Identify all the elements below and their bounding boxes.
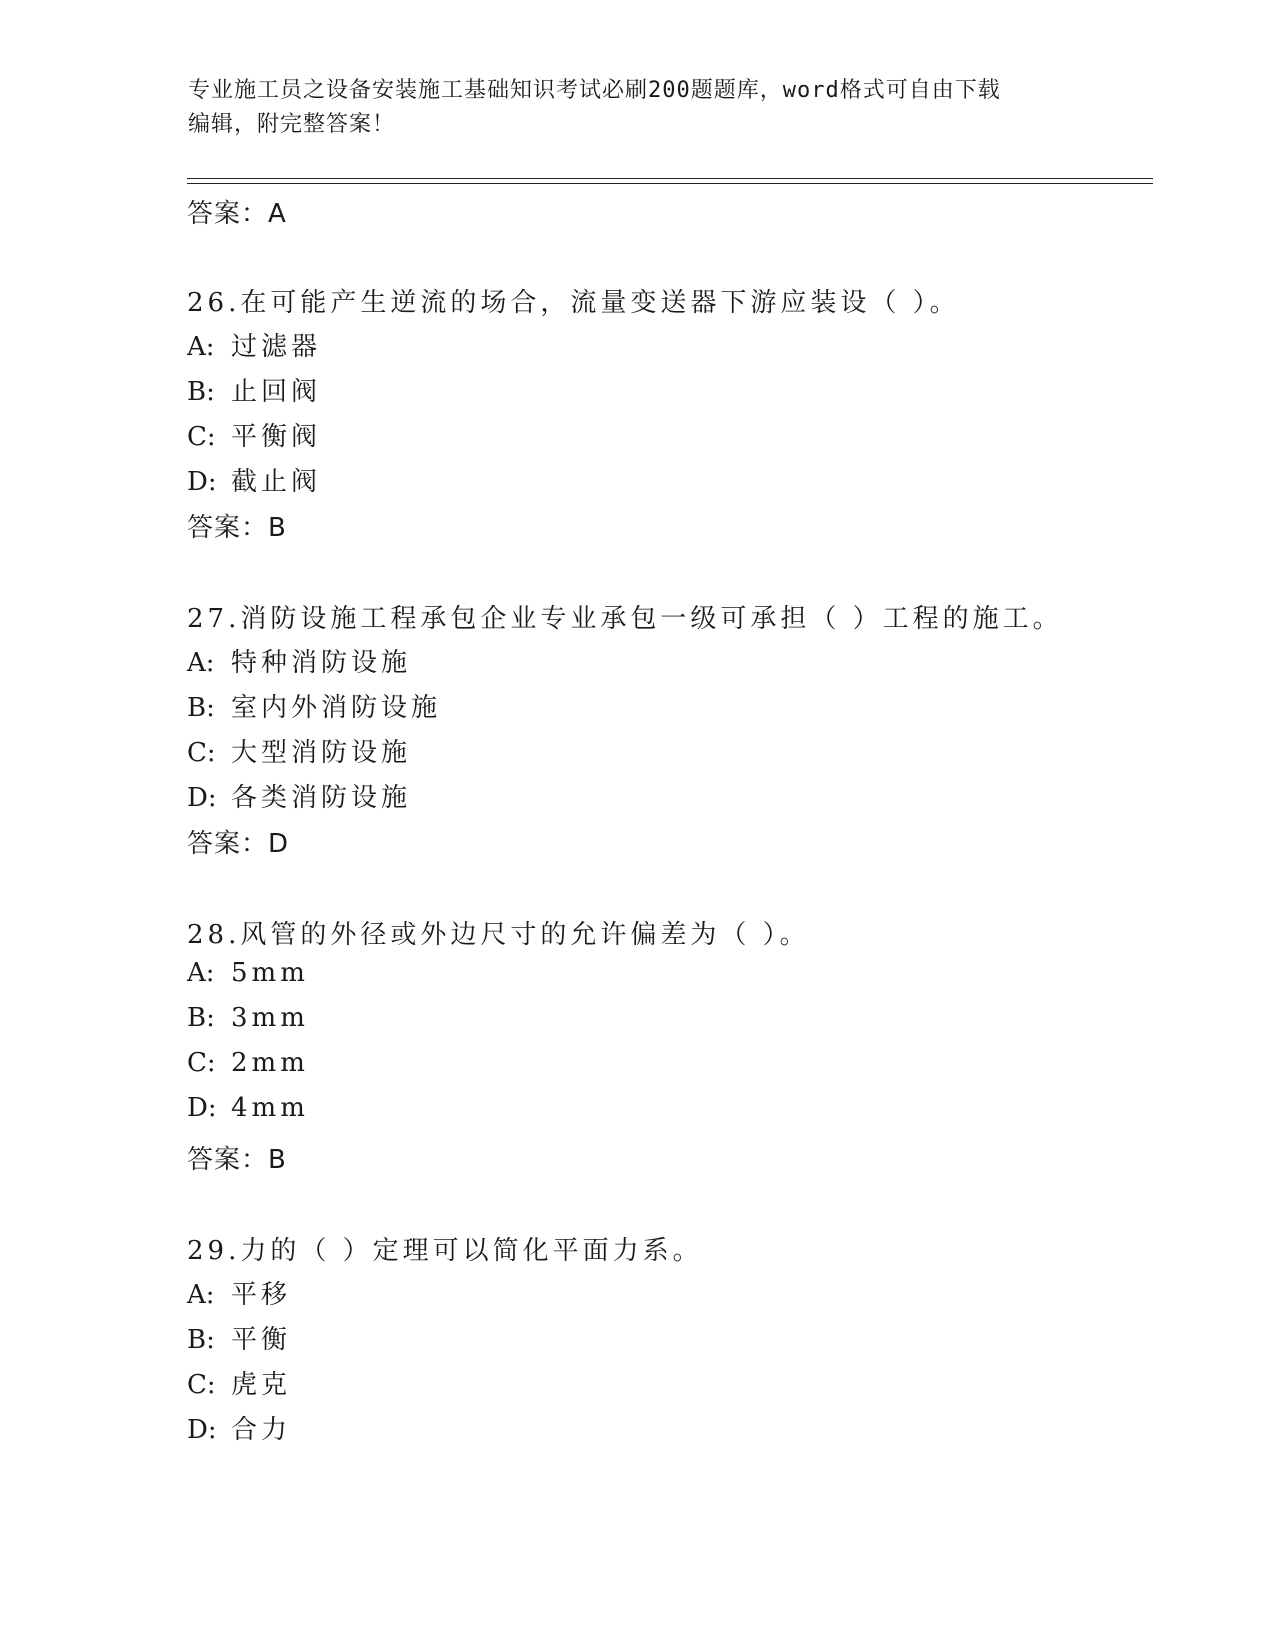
question-28-answer: 答案：B	[187, 1145, 287, 1175]
header-rule-top	[187, 178, 1153, 179]
option-letter: C:	[187, 1048, 216, 1078]
option-letter: B:	[187, 1325, 215, 1355]
question-28-option-d	[187, 1093, 309, 1123]
question-26-option-c	[187, 416, 321, 453]
option-text: 特种消防设施	[231, 648, 412, 678]
option-text: 过滤器	[231, 332, 322, 362]
document-header	[188, 74, 1088, 142]
header-line-2: 编辑，附完整答案！	[188, 112, 396, 137]
option-text: 平衡	[231, 1325, 292, 1355]
option-text: 2mm	[231, 1048, 309, 1078]
question-27-answer: 答案：D	[187, 829, 290, 859]
option-text: 止回阀	[231, 377, 322, 407]
header-rule-bottom	[187, 183, 1153, 184]
option-text: 5mm	[231, 958, 309, 988]
option-text: 室内外消防设施	[231, 693, 442, 723]
question-29-option-a	[187, 1274, 291, 1311]
option-text: 平衡阀	[231, 422, 322, 452]
question-26-option-d	[187, 461, 321, 498]
option-text: 3mm	[231, 1003, 309, 1033]
question-29-option-c	[187, 1364, 291, 1401]
header-line-1: 专业施工员之设备安装施工基础知识考试必刷200题题库，word格式可自由下载	[188, 78, 1001, 103]
option-letter: C:	[187, 738, 216, 768]
option-text: 大型消防设施	[231, 738, 412, 768]
option-text: 虎克	[231, 1370, 292, 1400]
question-27-option-c	[187, 732, 411, 769]
option-text: 截止阀	[231, 467, 322, 497]
question-29-stem: 29.力的（ ）定理可以简化平面力系。	[187, 1236, 703, 1266]
question-26-option-b	[187, 371, 321, 408]
option-letter: C:	[187, 1370, 216, 1400]
previous-answer: 答案：A	[187, 199, 287, 229]
option-letter: D:	[187, 1415, 217, 1445]
option-letter: D:	[187, 1093, 217, 1123]
option-text: 4mm	[231, 1093, 309, 1123]
question-28-stem: 28.风管的外径或外边尺寸的允许偏差为（ ）。	[187, 920, 810, 950]
option-letter: A:	[187, 958, 215, 988]
option-letter: D:	[187, 467, 217, 497]
question-28-option-b	[187, 1003, 309, 1033]
question-29-option-b	[187, 1319, 291, 1356]
option-letter: B:	[187, 377, 215, 407]
question-26-stem: 26.在可能产生逆流的场合，流量变送器下游应装设（ ）。	[187, 288, 960, 318]
option-letter: C:	[187, 422, 216, 452]
question-26-option-a	[187, 326, 321, 363]
question-28-option-a	[187, 958, 309, 988]
question-27-option-a	[187, 642, 411, 679]
question-29-option-d	[187, 1409, 291, 1446]
question-27-stem: 27.消防设施工程承包企业专业承包一级可承担（ ）工程的施工。	[187, 604, 1063, 634]
option-letter: D:	[187, 783, 217, 813]
question-26-answer: 答案：B	[187, 513, 287, 543]
option-letter: A:	[187, 332, 215, 362]
question-28-option-c	[187, 1048, 309, 1078]
option-text: 平移	[231, 1280, 292, 1310]
option-letter: A:	[187, 1280, 215, 1310]
option-letter: B:	[187, 693, 215, 723]
question-27-option-b	[187, 687, 441, 724]
option-letter: A:	[187, 648, 215, 678]
question-27-option-d	[187, 777, 411, 814]
option-letter: B:	[187, 1003, 215, 1033]
option-text: 合力	[231, 1415, 292, 1445]
option-text: 各类消防设施	[231, 783, 412, 813]
